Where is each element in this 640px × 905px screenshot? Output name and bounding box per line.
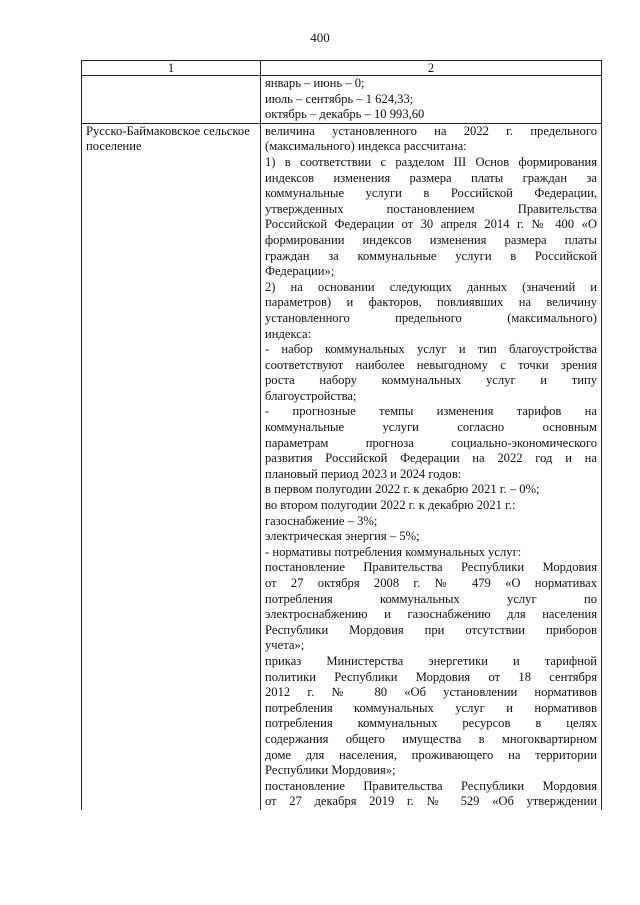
text-line: граждан за коммунальные услуги в Российской <box>265 248 597 263</box>
settlement-name-cell <box>82 76 261 124</box>
column-header-2: 2 <box>261 61 602 76</box>
text-line: электрическая энергия – 5%; <box>265 529 420 544</box>
text-line: доме для населения, проживающего на территории <box>265 747 597 762</box>
text-line: 2012 г. № 80 «Об установлении нормативов <box>265 685 597 700</box>
text-line: Республики Мордовия»; <box>265 763 396 778</box>
text-line: потребления коммунальных ресурсов в целях <box>265 716 597 731</box>
text-line: установленного предельного (максимального) <box>265 310 597 325</box>
text-line: - нормативы потребления коммунальных услуг: <box>265 544 522 559</box>
text-line: политики Республики Мордовия от 18 сентября <box>265 669 597 684</box>
table-row <box>82 76 602 124</box>
text-line: формировании индексов изменения размера платы <box>265 232 597 247</box>
text-line: Российской Федерации от 30 апреля 2014 г. № 400 «О <box>265 217 597 232</box>
text-line: газоснабжение – 3%; <box>265 513 378 528</box>
table-body <box>82 76 602 810</box>
text-line: благоустройства; <box>265 388 357 403</box>
text-line: во втором полугодии 2022 г. к декабрю 2021 г.: <box>265 498 516 513</box>
text-line: потребления коммунальных услуг и нормативов <box>265 700 597 715</box>
index-details-cell <box>261 76 602 124</box>
text-line: содержания общего имущества в многоквартирном <box>265 731 597 746</box>
text-line: Федерации»; <box>265 264 335 279</box>
text-line: соответствуют наиболее невыгодному с точки зрения <box>265 357 597 372</box>
page-number: 400 <box>310 30 330 45</box>
text-line: Республики Мордовия при отсутствии приборов <box>265 622 597 637</box>
table-header-row <box>82 61 602 76</box>
text-line: в первом полугодии 2022 г. к декабрю 2021 г. – 0%; <box>265 482 540 497</box>
text-line: 1) в соответствии с разделом III Основ формирования <box>265 154 597 169</box>
text-line: плановый период 2023 и 2024 годов: <box>265 466 462 481</box>
settlement-name-cell: Русско-Баймаковское сельское поселение <box>82 123 261 810</box>
text-line: индексов изменения размера платы граждан за <box>265 170 597 185</box>
text-line: (максимального) индекса рассчитана: <box>265 139 467 154</box>
text-line: октябрь – декабрь – 10 993,60 <box>265 107 425 122</box>
text-line: - прогнозные темпы изменения тарифов на <box>265 404 597 419</box>
index-details-cell <box>261 123 602 810</box>
text-line: постановление Правительства Республики Мордовия <box>265 778 597 793</box>
text-line: потребления коммунальных услуг по <box>265 591 597 606</box>
text-line: приказ Министерства энергетики и тарифной <box>265 653 597 668</box>
table-row <box>82 123 602 810</box>
text-line: утвержденных постановлением Правительства <box>265 201 597 216</box>
text-line: от 27 октября 2008 г. № 479 «О нормативах <box>265 576 597 590</box>
text-line: коммунальные услуги согласно основным <box>265 420 597 435</box>
text-line: от 27 декабря 2019 г. № 529 «Об утверждении <box>265 794 597 809</box>
text-line: роста набору коммунальных услуг и типу <box>265 373 597 388</box>
column-header-1: 1 <box>82 61 261 76</box>
text-line: коммунальные услуги в Российской Федерации, <box>265 186 597 201</box>
text-line: 2) на основании следующих данных (значений и <box>265 279 597 294</box>
data-table <box>81 60 602 810</box>
text-line: параметров) и факторов, повлиявших на величину <box>265 295 597 310</box>
text-line: электроснабжению и газоснабжению для населения <box>265 607 597 622</box>
text-line: - набор коммунальных услуг и тип благоустройства <box>265 342 597 357</box>
text-line: индекса: <box>265 326 312 341</box>
text-line: июль – сентябрь – 1 624,33; <box>265 91 414 106</box>
text-line: январь – июнь – 0; <box>265 76 365 90</box>
text-line: развития Российской Федерации на 2022 год и на <box>265 451 597 466</box>
text-line: учета»; <box>265 638 305 653</box>
text-line: постановление Правительства Республики Мордовия <box>265 560 597 575</box>
text-line: величина установленного на 2022 г. предельного <box>265 123 597 138</box>
text-line: параметрам прогноза социально-экономического <box>265 435 597 450</box>
